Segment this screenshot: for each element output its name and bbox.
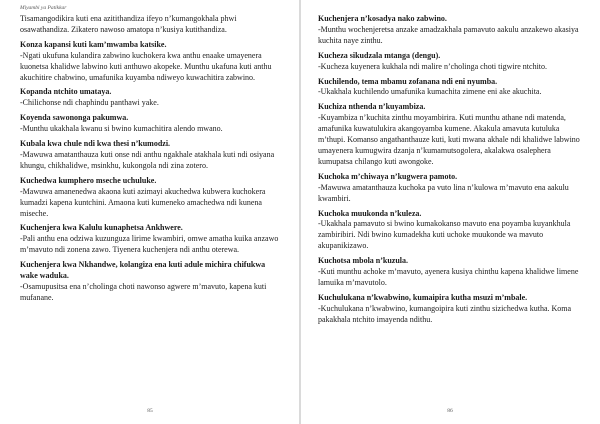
proverb-heading: Kuchedwa kumphero mseche uchuluke. bbox=[20, 175, 157, 185]
proverb-explanation: -Munthu wochenjeretsa anzake amadzakhala pamavuto aakulu anzakewo akasiya kuchita naye zinthu. bbox=[318, 24, 579, 45]
proverb-explanation: -Chilichonse ndi chaphindu panthawi yake. bbox=[20, 98, 159, 108]
proverb-entry bbox=[20, 260, 282, 304]
proverb-heading: Kuchulukana n’kwabwino, kumaipira kutha msuzi m’mbale. bbox=[318, 292, 528, 302]
proverb-entry bbox=[318, 256, 580, 289]
proverb-heading: Kuchotsa mbola n’kuzula. bbox=[318, 256, 409, 266]
proverb-explanation: -Kuyambiza n’kuchita zinthu moyambirira. Kuti munthu athane ndi matenda, amafunika kuwatulukira akangoyamba kumene. Akakula amavuta kutuluka m’thupi. Komanso angathanthauze kuti, kuti mwana akhale ndi khalidwe labwino umayenera kumugwira dzanja n’kumamutsogolera, akalakwa osalephera kumupatsa chilango kuti awongoke. bbox=[318, 113, 580, 166]
proverb-entry bbox=[20, 113, 282, 135]
proverb-heading: Kubala kwa chule ndi kwa thesi n’kumodzi. bbox=[20, 139, 171, 149]
proverb-entry bbox=[318, 102, 580, 167]
proverb-entry bbox=[318, 172, 580, 205]
proverb-heading: Kuchenjera n’kosadya nako zabwino. bbox=[318, 14, 447, 23]
page-number: 86 bbox=[447, 408, 453, 414]
proverb-explanation: -Mawuwa amanenedwa akaona kuti azimayi akuchedwa kubwera kuchokera kumadzi kapena kuntchini. Amaona kuti kumeneko amachedwa ndi kunena miseche. bbox=[20, 186, 266, 218]
proverb-entry bbox=[318, 51, 580, 73]
proverb-explanation: -Osamupusitsa ena n’cholinga choti nawonso agwere m’mavuto, kapena kuti mufanane. bbox=[20, 281, 267, 302]
proverb-explanation: -Mawuwa amatanthauza kuchoka pa vuto lina n’kulowa m’mavuto ena aakulu kwambiri. bbox=[318, 182, 569, 203]
proverb-heading: Kuchoka muukonda n’kuleza. bbox=[318, 208, 422, 218]
right-page-content bbox=[318, 14, 580, 326]
proverb-heading: Konza kapansi kuti kam’mwamba katsike. bbox=[20, 39, 167, 49]
proverb-heading: Kuchilendo, tema mbamu zofanana ndi eni nyumba. bbox=[318, 76, 498, 86]
proverb-entry bbox=[20, 223, 282, 256]
running-head: Miyambi ya Patikkar bbox=[20, 5, 67, 11]
proverb-entry bbox=[20, 139, 282, 172]
proverb-entry bbox=[20, 40, 282, 84]
proverb-explanation: -Kuchulukana n’kwabwino, kumangoipira kuti zinthu sizichedwa kutha. Koma pakakhala ntchito imayenda ndithu. bbox=[318, 303, 572, 324]
proverb-entry bbox=[20, 176, 282, 220]
proverb-entry bbox=[318, 14, 580, 47]
book-gutter bbox=[299, 0, 301, 424]
proverb-explanation: -Kuti munthu achoke m’mavuto, ayenera kusiya chinthu kapena khalidwe limene lamuika m’mavutolo. bbox=[318, 267, 579, 287]
proverb-entry bbox=[20, 87, 282, 109]
page-number: 85 bbox=[147, 408, 153, 414]
proverb-heading: Koyenda sawononga pakumwa. bbox=[20, 113, 129, 123]
proverb-explanation: -Pali anthu ena odziwa kuzunguza lirime kwambiri, omwe amatha kuika anzawo m’mavuto ndi zonena zawo. Tiyenera kuchenjera ndi anthu oterewa. bbox=[20, 234, 279, 255]
proverb-entry bbox=[318, 209, 580, 253]
proverb-entry bbox=[318, 77, 580, 99]
proverb-heading: Kopanda ntchito umataya. bbox=[20, 87, 112, 97]
proverb-explanation: -Ukakhala kuchilendo umafunika kumachita zimene eni ake akuchita. bbox=[318, 87, 542, 97]
proverb-explanation: -Ngati ukufuna kulandira zabwino kuchokera kwa anthu enaake umayenera kuonetsa khalidwe labwino kuti anthuwo akopeke. Munthu ukafuna kuti anthu akuchitire chabwino, umafunika kuyamba ndiweyo kuwachitira zabwino. bbox=[20, 50, 272, 82]
proverb-heading: Kucheza sikudzala mtanga (dengu). bbox=[318, 50, 441, 60]
proverb-explanation: -Mawuwa amatanthauza kuti onse ndi anthu ngakhale atakhala kuti ndi osiyana khungu, chikhalidwe, msinkhu, kukongola ndi zina zotero. bbox=[20, 149, 275, 170]
proverb-heading: Kuchenjera kwa Nkhandwe, kolangiza ena kuti adule michira chifukwa wake waduka. bbox=[20, 260, 266, 281]
left-page-content bbox=[20, 14, 282, 304]
proverb-explanation: -Ukakhala pamavuto si bwino kumakokanso mavuto ena poyamba kuyankhula zambiribiri. Ndi bwino kumadekha kuti uchoke muukonde wa mavuto akupanikizawo. bbox=[318, 219, 571, 251]
proverb-heading: Kuchenjera kwa Kalulu kunaphetsa Ankhwere. bbox=[20, 223, 183, 233]
intro-text: Tisamangodikira kuti ena azitithandiza ifeyo n’kumangokhala phwi osawathandiza. Zikatero nawoso amatopa n’kusiya kutithandiza. bbox=[20, 14, 237, 34]
right-page bbox=[300, 0, 600, 424]
intro-paragraph bbox=[20, 14, 282, 36]
proverb-entry bbox=[318, 293, 580, 326]
proverb-explanation: -Kucheza kuyenera kukhala ndi malire n’cholinga choti tigwire ntchito. bbox=[318, 61, 548, 71]
proverb-heading: Kuchoka m’chiwaya n’kugwera pamoto. bbox=[318, 171, 458, 181]
proverb-explanation: -Munthu ukakhala kwanu si bwino kumachitira alendo mwano. bbox=[20, 124, 223, 134]
proverb-heading: Kuchiza nthenda n’kuyambiza. bbox=[318, 102, 426, 112]
